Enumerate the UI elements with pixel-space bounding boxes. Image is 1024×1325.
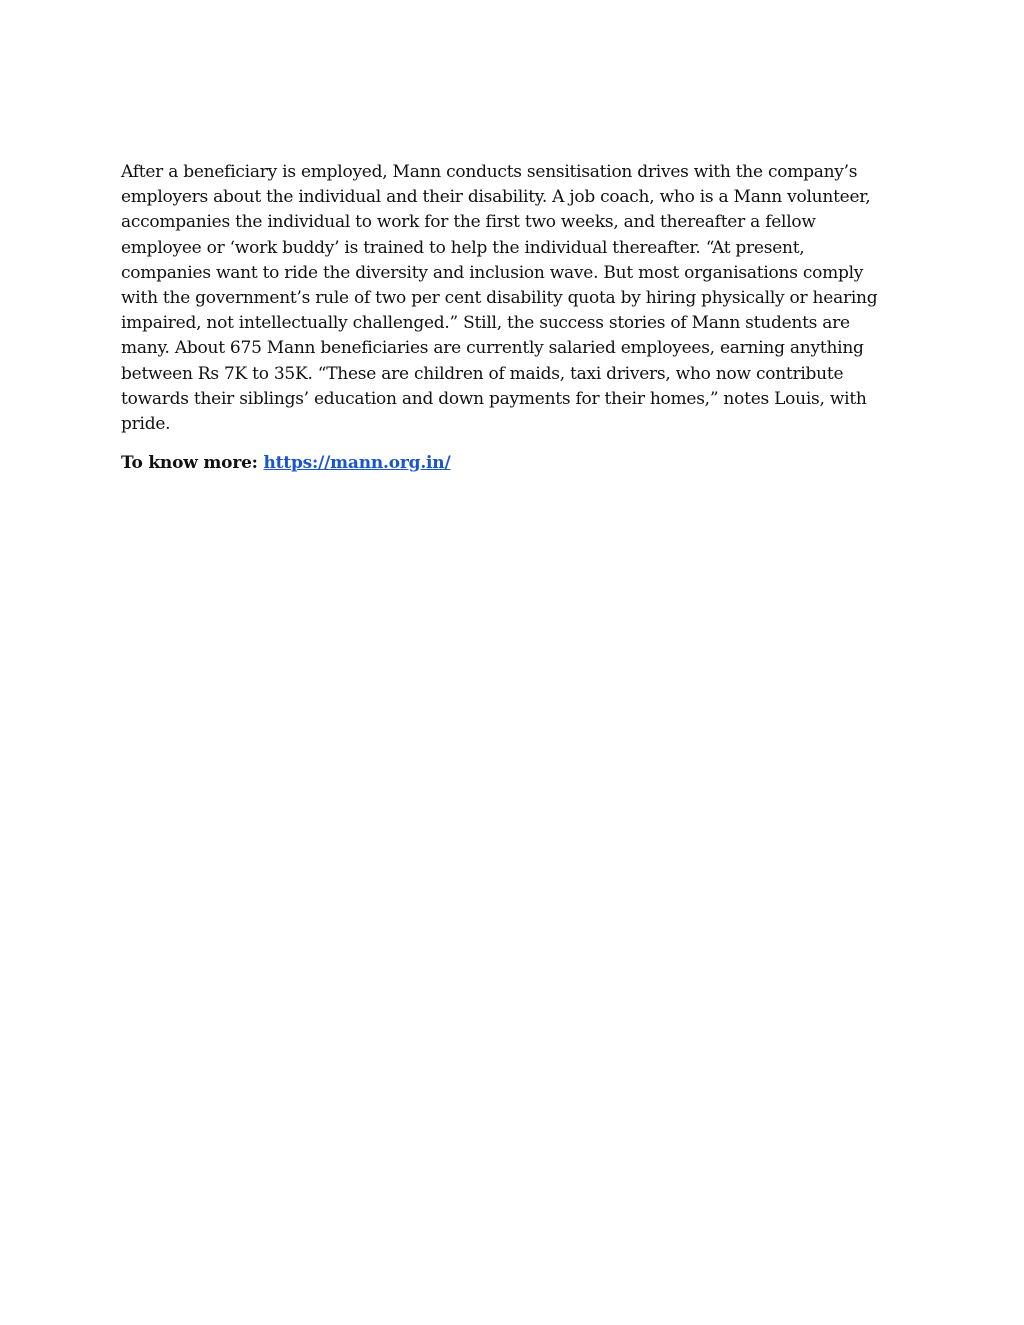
know-more-label: To know more:	[121, 453, 258, 474]
mann-website-link[interactable]: https://mann.org.in/	[263, 453, 451, 474]
article-paragraph: After a beneficiary is employed, Mann conducts sensitisation drives with the company’s employers about the individual and their disability. A job coach, who is a Mann volunteer, accompanies the individual to work for the first two weeks, and thereafter a fellow employee or ‘work buddy’ is trained to help the individual thereafter. “At present, companies want to ride the diversity and inclusion wave. But most organisations comply with the government’s rule of two per cent disability quota by hiring physically or hearing impaired, not intellectually challenged.” Still, the success stories of Mann students are many. About 675 Mann beneficiaries are currently salaried employees, earning anything between Rs 7K to 35K. “These are children of maids, taxi drivers, who now contribute towards their siblings’ education and down payments for their homes,” notes Louis, with pride.	[121, 162, 878, 435]
know-more-line	[121, 451, 896, 476]
article-body	[121, 160, 896, 476]
